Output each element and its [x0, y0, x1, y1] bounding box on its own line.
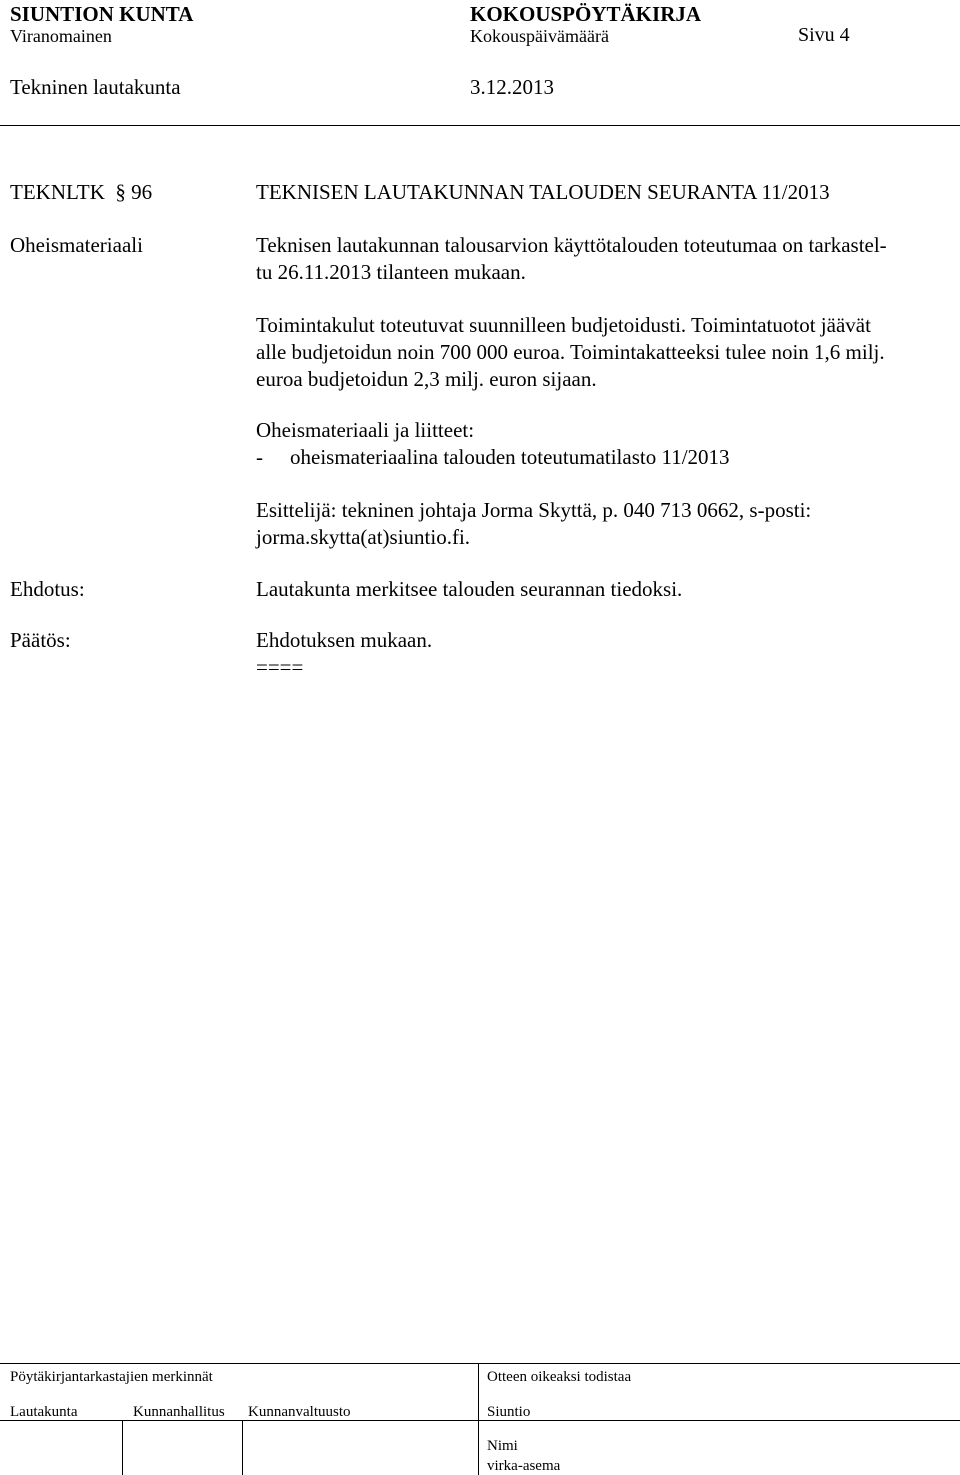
body-line: Toimintakulut toteutuvat suunnilleen budjetoidusti. Toimintatuotot jäävät: [256, 313, 871, 337]
footer-position-label: virka-asema: [487, 1458, 561, 1474]
doc-type: KOKOUSPÖYTÄKIRJA: [470, 2, 702, 26]
footer-name-label: Nimi: [487, 1438, 518, 1454]
attachment-item: oheismateriaalina talouden toteutumatilasto 11/2013: [290, 445, 730, 469]
footer-divider: [242, 1420, 243, 1475]
authority-name: Tekninen lautakunta: [10, 75, 181, 99]
meeting-date: 3.12.2013: [470, 75, 554, 99]
org-name: SIUNTION KUNTA: [10, 2, 194, 26]
authority-label: Viranomainen: [10, 26, 112, 46]
footer-col-board: Lautakunta: [10, 1404, 78, 1420]
body-line: euroa budjetoidun 2,3 milj. euron sijaan.: [256, 367, 597, 391]
decision-label: Päätös:: [10, 628, 71, 652]
intro-line: Teknisen lautakunnan talousarvion käyttötalouden toteutumaa on tarkastel-: [256, 233, 887, 257]
footer-col-council: Kunnanvaltuusto: [248, 1404, 351, 1420]
attachments-heading: Oheismateriaali ja liitteet:: [256, 418, 475, 442]
footer-divider: [122, 1420, 123, 1475]
date-label: Kokouspäivämäärä: [470, 26, 609, 46]
section-label: Oheismateriaali: [10, 233, 143, 257]
presenter-line: jorma.skytta(at)siuntio.fi.: [256, 525, 471, 549]
checkers-label: Pöytäkirjantarkastajien merkinnät: [10, 1369, 213, 1385]
footer-divider: [478, 1363, 479, 1475]
certified-label: Otteen oikeaksi todistaa: [487, 1369, 632, 1385]
item-title: TEKNISEN LAUTAKUNNAN TALOUDEN SEURANTA 11/2013: [256, 180, 830, 204]
item-code: TEKNLTK § 96: [10, 180, 153, 204]
intro-line: tu 26.11.2013 tilanteen mukaan.: [256, 260, 526, 284]
footer-col-government: Kunnanhallitus: [133, 1404, 225, 1420]
decision-text: Ehdotuksen mukaan.: [256, 628, 433, 652]
presenter-line: Esittelijä: tekninen johtaja Jorma Skyttä, p. 040 713 0662, s-posti:: [256, 498, 812, 522]
attachment-dash: -: [256, 445, 263, 469]
body-line: alle budjetoidun noin 700 000 euroa. Toimintakatteeksi tulee noin 1,6 milj.: [256, 340, 885, 364]
footer-middle-line: [0, 1420, 960, 1421]
header-divider: [0, 125, 960, 126]
footer-municipality: Siuntio: [487, 1404, 531, 1420]
footer-top-line: [0, 1363, 960, 1364]
end-mark: ====: [256, 655, 304, 679]
page-number: Sivu 4: [798, 24, 850, 46]
proposal-label: Ehdotus:: [10, 577, 85, 601]
proposal-text: Lautakunta merkitsee talouden seurannan tiedoksi.: [256, 577, 683, 601]
